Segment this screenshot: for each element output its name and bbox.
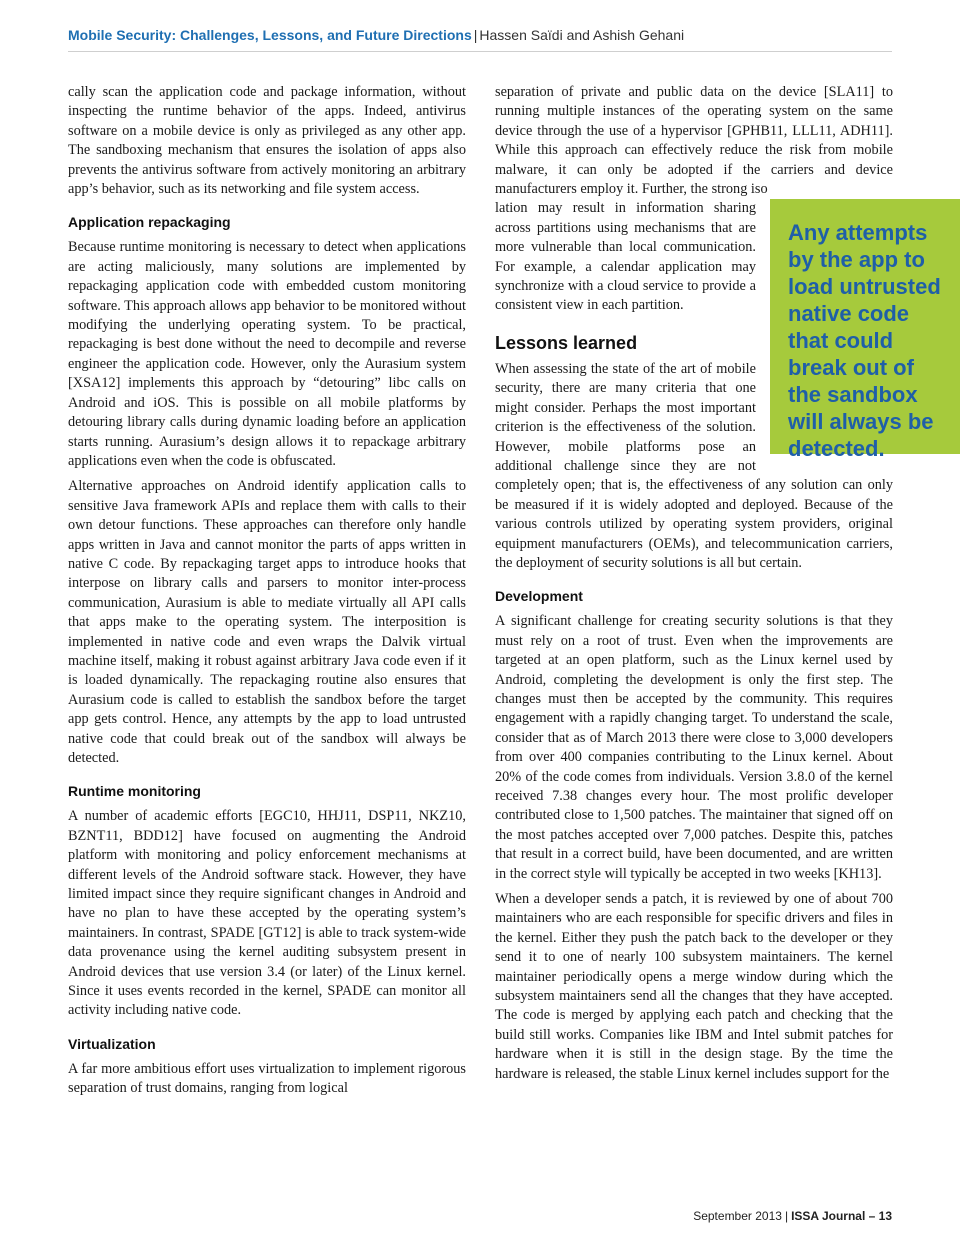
paragraph: separation of private and public data on the device [SLA11] to running multiple instances of the operating system on the same device through the use of a hypervisor [GPHB11, LLL11, ADH11]. While this approach can effectively reduce the risk from mobile malware, it can only be adopted if the carriers and device manufacturers employ it. Further, the strong iso xyxy=(495,84,893,198)
footer-separator: | xyxy=(784,1209,789,1223)
section-heading-virtualization: Virtualization xyxy=(68,1035,156,1052)
paragraph: When assessing the state of the art of mobile security, there are many criteria that one might consider. Perhaps the most important criterion is the effectiveness of the solution. However, mobile platforms pose an additional challenge since they are not completely open; that is, the effectiveness of any solution can only be measured if it is widely adopted and deployed. Because of the various controls utilized by operating system providers, original equipment manufacturers (OEMs), and telecommunication carriers, the deployment of security solutions is all but certain. xyxy=(495,360,893,571)
paragraph: A number of academic efforts [EGC10, HHJ11, DSP11, NKZ10, BZNT11, BDD12] have focused on augmenting the Android platform with monitoring and policy enforcement mechanisms at different levels of the Android software stack. However, they have limited impact since they require significant changes in Android and have no plan to have these accepted by the operating system’s maintainers. In contrast, SPADE [GT12] is able to track system-wide data provenance using the kernel auditing subsystem present in Android devices that use version 3.4 (or later) of the Linux kernel. Since it uses events recorded in the kernel, SPADE can monitor all activity including native code. xyxy=(68,808,466,1019)
issue-date: September 2013 xyxy=(693,1209,782,1223)
paragraph: A significant challenge for creating security solutions is that they must rely on a root of trust. Even when the improvements are targeted at an open platform, such as the Linux kernel used by Android, completing the development is only the first step. The changes must then be accepted by the community. This requires engagement with a rapidly changing target. To understand the scale, consider that as of March 2013 there were close to 3,000 developers from over 400 companies contributing to the Linux kernel. About 20% of the code comes from individuals. Version 3.8.0 of the kernel received 7.38 changes every hour. The most prolific developer contributed close to 1,500 patches. The maintainer that signed off on the most patches accepted over 7,000 patches. Despite this, patches that result in a correct build, have been documented, and are written in the correct style will typically be accepted in two weeks [KH13]. xyxy=(495,613,893,882)
paragraph: Alternative approaches on Android identify application calls to sensitive Java framework APIs and replace them with calls to their own detour functions. These approaches can therefore only handle apps written in Java and cannot monitor the parts of apps written in native C code. By repackaging target apps to introduce hooks that interpose on library calls and parsers to monitor inter-process communication, Aurasium is able to mediate virtually all API calls that apps make to the operating system. The interposition is implemented in native code and even wraps the Dalvik virtual machine itself, making it robust against arbitrary Java code even if it is loaded dynamically. The repackaging routine also ensures that Aurasium code is called to establish the sandbox before the target app gets control. Hence, any attempts by the app to load untrusted native code that could break out of the sandbox will always be detected. xyxy=(68,478,466,766)
publication-page: ISSA Journal – 13 xyxy=(791,1209,892,1223)
running-header xyxy=(68,24,892,46)
paragraph: lation may result in information sharing across partitions using mechanisms that are more vulnerable than local communication. For example, a calendar application may synchronize with a cloud service to provide a consistent view in each partition. xyxy=(495,200,756,314)
section-heading-development: Development xyxy=(495,588,583,605)
page-footer xyxy=(693,1208,892,1224)
header-separator: | xyxy=(473,27,478,43)
right-column xyxy=(495,83,941,1090)
header-divider xyxy=(68,51,892,52)
article-authors: Hassen Saïdi and Ashish Gehani xyxy=(479,27,685,43)
paragraph: A far more ambitious effort uses virtualization to implement rigorous separation of trust domains, ranging from logical xyxy=(68,1060,466,1097)
paragraph: When a developer sends a patch, it is reviewed by one of about 700 maintainers who are each responsible for specific drivers and files in the kernel. Either they push the patch back to the developer or they send it to one of nearly 100 subsystem maintainers. The kernel maintainer periodically opens a merge window during which the subsystem maintainers send all the changes that they have accepted. The code is merged by applying each patch and checking that the build still works. Companies like IBM and Intel submit patches for hardware when it is still in the design stage. By the time the hardware is released, the stable Linux kernel includes support for the xyxy=(495,891,893,1082)
paragraph: Because runtime monitoring is necessary to detect when applications are acting maliciously, many solutions are implemented by repackaging application code with embedded custom monitoring software. This approach allows app behavior to be monitored without modifying the underlying operating system. To be practical, repackaging is best done without the need to decompile and reverse engineer the application code. However, only the Aurasium system [XSA12] implements this approach by “detouring” libc calls on Android and iOS. This is possible on all mobile platforms by detouring library calls during dynamic loading before an application starts running. Aurasium’s design allows it to repackage arbitrary applications even when the code is obfuscated. xyxy=(68,239,466,469)
section-heading-lessons-learned: Lessons learned xyxy=(495,332,638,353)
article-title: Mobile Security: Challenges, Lessons, and Future Directions xyxy=(68,27,472,43)
pull-quote: Any attempts by the app to load untrusted native code that could break out of the sandbox will always be detected. xyxy=(770,199,960,454)
section-heading-application-repackaging: Application repackaging xyxy=(68,214,231,231)
section-heading-runtime-monitoring: Runtime monitoring xyxy=(68,783,201,800)
left-column xyxy=(68,83,466,1105)
paragraph: cally scan the application code and package information, without inspecting the runtime behavior of the apps. Indeed, antivirus software on a mobile device is only as privileged as any other app. The sandboxing mechanism that ensures the isolation of apps also prevents the antivirus software from actively monitoring an arbitrary app’s behavior, such as its networking and file system access. xyxy=(68,84,466,198)
